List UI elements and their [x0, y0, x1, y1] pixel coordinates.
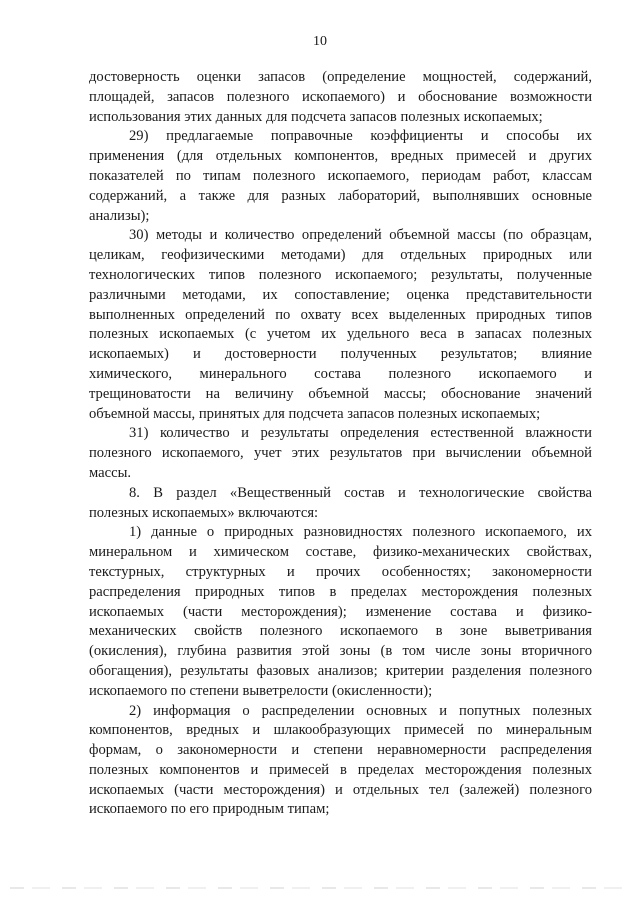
text-line: 1) данные о природных разновидностях полезного ископаемого, их — [129, 524, 592, 541]
text-line: распределения природных типов в пределах месторождения полезных — [89, 583, 592, 600]
text-line: различными методами, их сопоставление; оценка представительности — [89, 286, 592, 303]
text-line: целикам, геофизическими методами) для отдельных природных или — [89, 247, 592, 264]
text-line: текстурных, структурных и прочих особенностях; закономерности — [89, 563, 592, 580]
scan-artifact-strip — [10, 887, 630, 889]
paragraph-sub-2 — [89, 702, 592, 821]
text-line: ископаемых (части месторождения) и отдельных тел (залежей) полезного — [89, 781, 592, 798]
page-number: 10 — [313, 34, 327, 49]
paragraph-sub-1 — [89, 523, 592, 701]
text-line: 30) методы и количество определений объемной массы (по образцам, — [129, 227, 592, 244]
text-line: ископаемых (части месторождения); изменение состава и физико- — [89, 603, 592, 620]
text-line: выполненных определений по охвату всех выделенных природных типов — [89, 306, 592, 323]
text-line: массы. — [89, 464, 132, 481]
text-line: технологических типов полезного ископаемого; результаты, полученные — [89, 266, 592, 283]
text-line: 8. В раздел «Вещественный состав и технологические свойства — [129, 484, 592, 501]
text-line: трещиноватости на величину объемной массы; обоснование значений — [89, 385, 592, 402]
text-line: достоверность оценки запасов (определение мощностей, содержаний, — [89, 69, 592, 85]
text-line: ископаемого по его природным типам; — [89, 801, 330, 818]
text-line: полезного ископаемого, учет этих результатов при вычислении объемной — [89, 445, 592, 462]
text-line: компонентов, вредных и шлакообразующих примесей по минеральным — [89, 722, 592, 739]
paragraph-item-29 — [89, 127, 592, 226]
text-line: площадей, запасов полезного ископаемого) и обоснование возможности — [89, 88, 592, 105]
text-line: применения (для отдельных компонентов, вредных примесей и других — [89, 148, 592, 165]
text-line: использования этих данных для подсчета запасов полезных ископаемых; — [89, 108, 543, 125]
text-line: химического, минерального состава полезного ископаемого и — [89, 365, 592, 382]
text-line: 29) предлагаемые поправочные коэффициенты и способы их — [129, 128, 592, 145]
text-line: полезных ископаемых» включаются: — [89, 504, 319, 521]
text-line: минеральном и химическом составе, физико-механических свойствах, — [89, 544, 592, 561]
paragraph-cont-28 — [89, 68, 592, 127]
text-line: полезных компонентов и примесей в пределах месторождения полезных — [89, 761, 592, 778]
text-line: обогащения), результаты фазовых анализов; критерии разделения полезного — [89, 662, 592, 679]
text-line: 31) количество и результаты определения естественной влажности — [129, 425, 592, 442]
paragraph-item-30 — [89, 226, 592, 424]
text-line: полезных ископаемых (с учетом их удельного веса в запасах полезных — [89, 326, 592, 343]
text-line: формам, о закономерности и степени неравномерности распределения — [89, 742, 592, 759]
text-line: механических свойств полезного ископаемого в зоне выветривания — [89, 623, 592, 640]
text-line: (окисления), глубина развития этой зоны (в том числе зоны вторичного — [89, 643, 592, 660]
text-line: показателей по типам полезного ископаемого, периодам работ, классам — [89, 167, 592, 184]
text-line: ископаемого по степени выветрелости (окисленности); — [89, 682, 433, 699]
paragraph-section-8 — [89, 484, 592, 524]
text-line: анализы); — [89, 207, 150, 224]
text-line: 2) информация о распределении основных и попутных полезных — [129, 702, 592, 719]
text-line: содержаний, а также для разных лабораторий, выполнявших основные — [89, 187, 592, 204]
text-line: объемной массы, принятых для подсчета запасов полезных ископаемых; — [89, 405, 541, 422]
paragraph-item-31 — [89, 424, 592, 483]
document-body — [89, 68, 592, 820]
text-line: ископаемых) и достоверности полученных результатов; влияние — [89, 346, 592, 363]
